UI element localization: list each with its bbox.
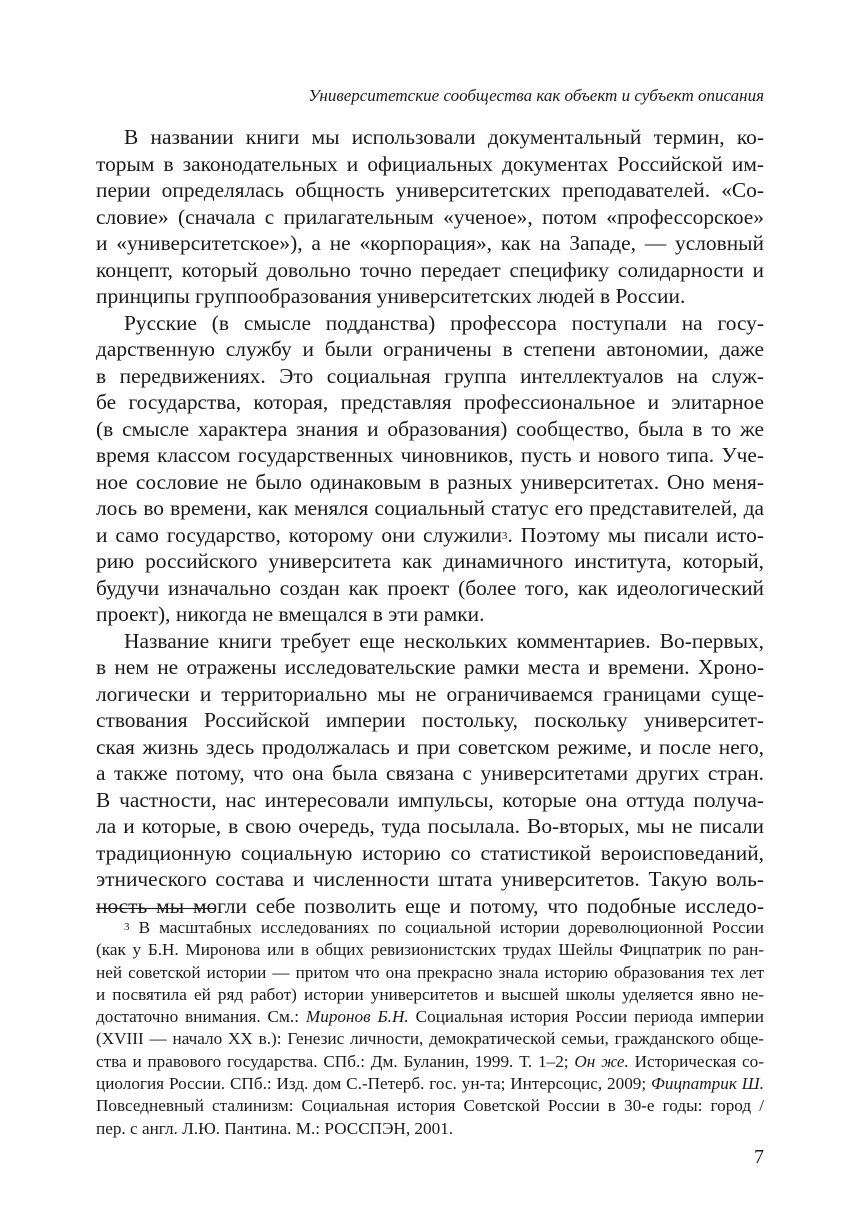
text-line: В частности, нас интересовали импульсы, которые она оттуда получа- (96, 787, 764, 812)
footnote-line: и посвятила ей ряд работ) истории университетов и высшей школы уделяется явно не- (96, 984, 764, 1004)
author-name: Фицпатрик Ш. (651, 1074, 764, 1094)
footnote-number: 3 (124, 921, 130, 933)
text-line: (в смысле характера знания и образования) сообщество, была в то же (96, 416, 764, 441)
footnote-divider (96, 908, 216, 909)
footnote-line: пер. с англ. Л.Ю. Пантина. М.: РОССПЭН, 2001. (96, 1118, 454, 1138)
footnote-ref[interactable]: 3 (501, 529, 508, 542)
text-line: в передвижениях. Это социальная группа интеллектуалов на служ- (96, 363, 764, 388)
text-line: в нем не отражены исследовательские рамки места и времени. Хроно- (96, 655, 764, 679)
footnote-line (96, 1073, 764, 1095)
text-line: традиционную социальную историю со статистикой вероисповеданий, (96, 840, 764, 865)
text-line: время классом государственных чиновников, пусть и нового типа. Уче- (96, 443, 764, 467)
text-segment: . Поэтому мы писали исто- (507, 522, 764, 547)
text-segment: ства и правового государства. СПб.: Дм. Буланин, 1999. Т. 1–2; (96, 1051, 575, 1071)
text-line: ность мы могли себе позволить еще и потому, что подобные исследо- (96, 893, 764, 918)
text-segment: Социальная история России периода империи (408, 1007, 764, 1027)
text-line: проект), никогда не вмещался в эти рамки. (96, 602, 485, 626)
text-line: дарственную службу и были ограничены в степени автономии, даже (96, 337, 764, 361)
running-head: Университетские сообщества как объект и субъект описания (308, 86, 764, 105)
author-name: Миронов Б.Н. (305, 1007, 409, 1027)
text-segment: достаточно внимания. См.: (96, 1007, 306, 1027)
text-line: лось во времени, как менялся социальный статус его представителей, да (96, 496, 764, 520)
text-line: торым в законодательных и официальных документах Российской им- (96, 151, 764, 176)
text-line: перии определялась общность университетских преподавателей. «Со- (96, 178, 764, 202)
text-line: бе государства, которая, представляя профессиональное и элитарное (96, 390, 764, 414)
footnote-line (96, 917, 764, 939)
footnote-3 (96, 917, 764, 1140)
author-name: Он же. (574, 1051, 629, 1071)
main-text (96, 124, 764, 919)
text-line: рию российского университета как динамичного института, который, (96, 549, 764, 573)
footnote-line: Повседневный сталинизм: Социальная история Советской России в 30-е годы: город / (96, 1096, 764, 1116)
text-line: ская жизнь здесь продолжалась и при советском режиме, и после него, (96, 734, 764, 759)
text-line: словие» (сначала с прилагательным «ученое», потом «профессорское» (96, 204, 764, 229)
text-segment: и само государство, которому они служили (96, 522, 502, 547)
footnote-line (96, 1006, 764, 1028)
paragraph-2 (96, 310, 764, 628)
text-line: будучи изначально создан как проект (более того, как идеологический (96, 575, 764, 600)
footnote-line: ней советской истории — притом что она прекрасно знала историю образования тех лет (96, 962, 764, 982)
text-line: и «университетское»), а не «корпорация», как на Западе, — условный (96, 231, 764, 255)
text-line: а также потому, что она была связана с университетами других стран. (96, 761, 764, 785)
text-line: Русские (в смысле подданства) профессора поступали на госу- (124, 310, 764, 335)
text-line: ное сословие не было одинаковым в разных университетах. Оно меня- (96, 469, 764, 494)
text-line: В названии книги мы использовали документальный термин, ко- (124, 125, 764, 149)
text-line: Название книги требует еще нескольких комментариев. Во-первых, (124, 628, 764, 653)
text-line: ла и которые, в свою очередь, туда посылала. Во-вторых, мы не писали (96, 814, 764, 838)
footnote-line (96, 1051, 764, 1073)
text-segment: В масштабных исследованиях по социальной истории дореволюционной России (138, 918, 765, 937)
paragraph-3 (96, 628, 764, 920)
page-number: 7 (754, 1146, 764, 1168)
paragraph-1 (96, 124, 764, 310)
text-line: концепт, который довольно точно передает специфику солидарности и (96, 257, 764, 282)
text-line: ствования Российской империи постольку, поскольку университет- (96, 708, 764, 732)
text-segment: Историческая со- (628, 1051, 764, 1071)
footnote-line: (как у Б.Н. Миронова или в общих ревизионистских трудах Шейлы Фицпатрик по ран- (96, 940, 764, 960)
text-line: логически и территориально мы не ограничиваемся границами суще- (96, 681, 764, 706)
footnote-line: (XVIII — начало XX в.): Генезис личности, демократической семьи, гражданского обще- (96, 1029, 764, 1049)
text-segment: циология России. СПб.: Изд. дом С.-Петерб. гос. ун-та; Интерсоцис, 2009; (96, 1074, 652, 1094)
text-line-with-footnote-ref (96, 522, 764, 549)
text-line: этнического состава и численности штата университетов. Такую воль- (96, 867, 764, 891)
text-line: принципы группообразования университетских людей в России. (96, 284, 686, 308)
